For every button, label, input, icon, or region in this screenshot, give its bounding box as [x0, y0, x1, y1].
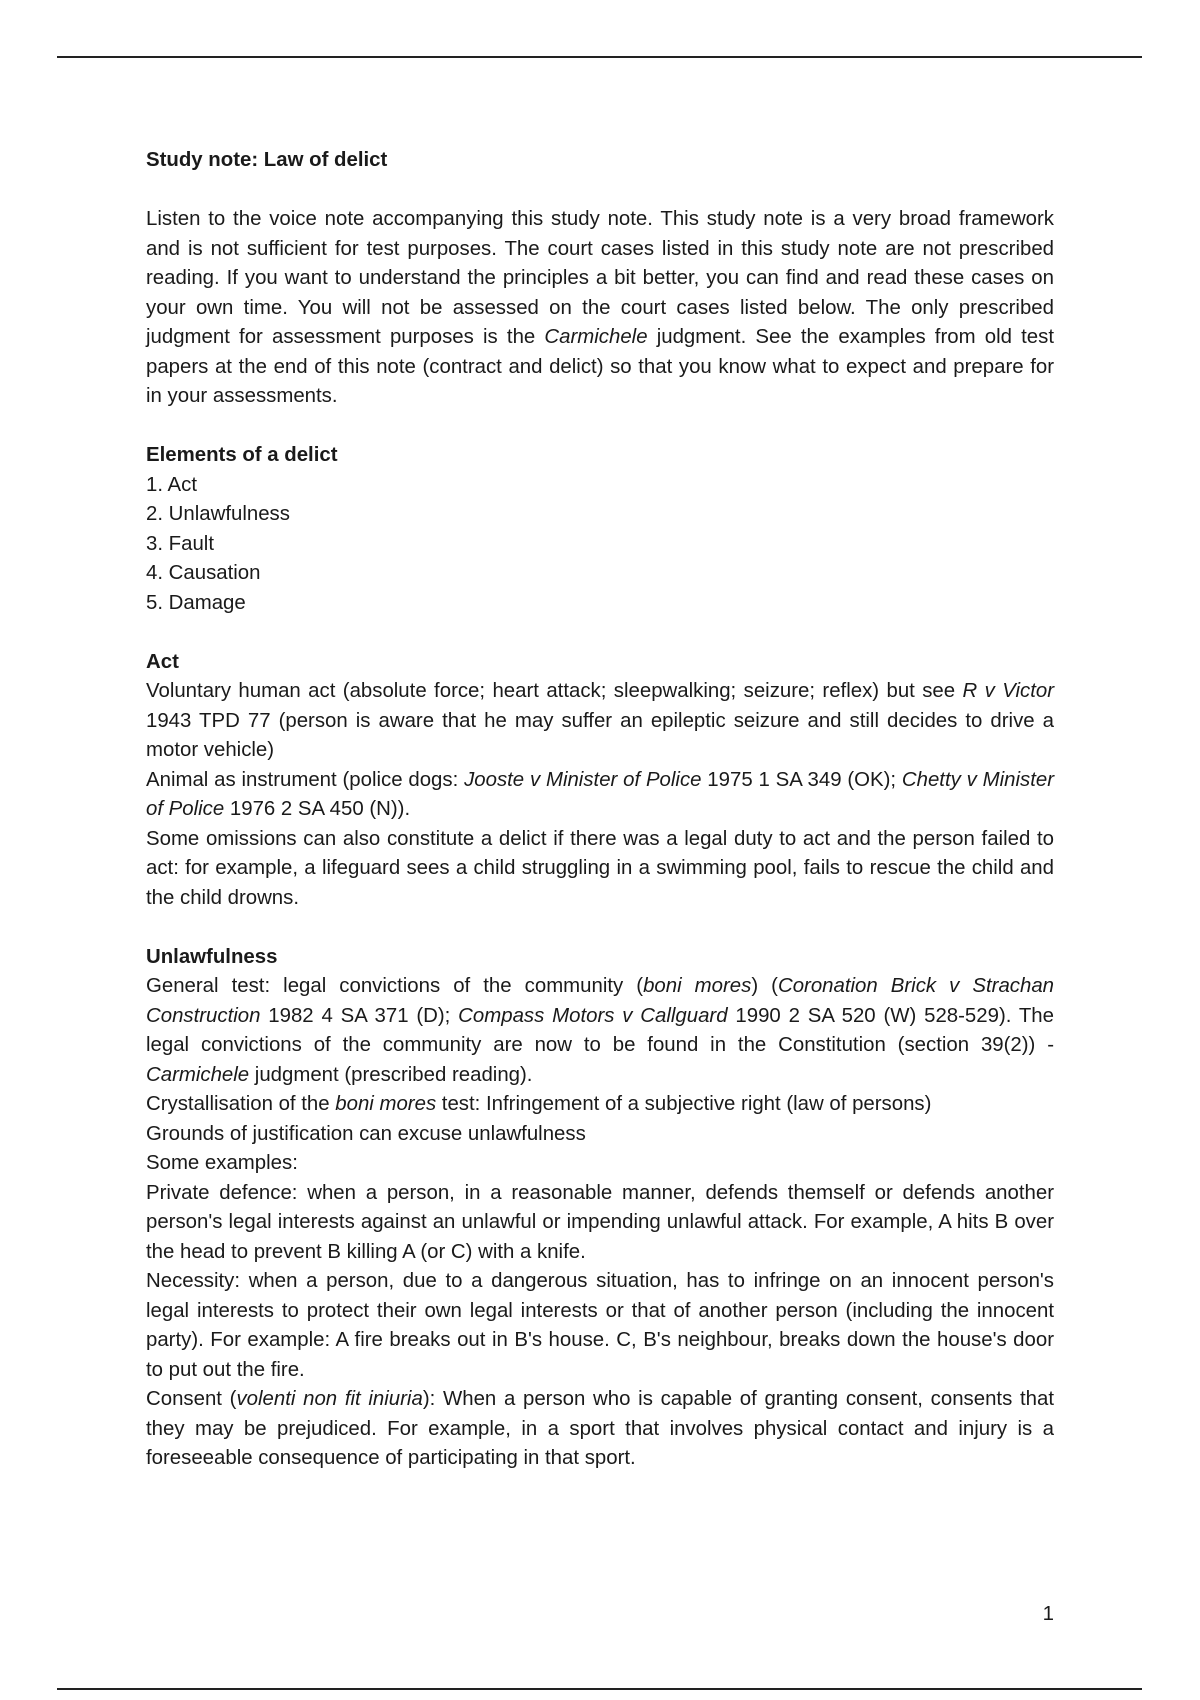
case-name: R v Victor — [962, 680, 1054, 702]
case-name: Coronation Brick v Strachan Construction — [146, 975, 1055, 1027]
text: ) ( — [751, 975, 778, 997]
unlawfulness-paragraph: Necessity: when a person, due to a dangerous situation, has to infringe on an innocent person's legal interests to protect their own legal interests or that of another person (including the innocent party). For example: A fire breaks out in B's house. C, B's neighbour, breaks down the house's door to put out the fire. — [146, 1270, 1054, 1381]
unlawfulness-paragraph: Grounds of justification can excuse unlawfulness — [146, 1122, 586, 1145]
text: ): When a person who is capable of granting consent, consents that they may be prejudiced. For example, in a sport that involves physical contact and injury is a foreseeable consequence of participating in that sport. — [146, 1388, 1054, 1469]
unlawfulness-paragraph — [146, 972, 1054, 1090]
list-item: 1. Act — [146, 473, 198, 496]
unlawfulness-paragraph: Private defence: when a person, in a reasonable manner, defends themself or defends another person's legal interests against an unlawful or impending unlawful attack. For example, A hits B over the head to prevent B killing A (or C) with a knife. — [146, 1181, 1054, 1263]
list-item: 3. Fault — [146, 532, 215, 555]
intro-paragraph — [146, 205, 1054, 412]
act-paragraph — [146, 766, 1054, 825]
document-body — [146, 146, 1054, 1474]
unlawfulness-paragraph — [146, 1090, 1054, 1120]
case-name: Chetty v Minister of Police — [146, 768, 1054, 820]
text: 1990 2 SA 520 (W) 528-529). The legal convictions of the community are now to be found in the Constitution (section 39(2)) - — [146, 1004, 1054, 1056]
header-rule — [57, 56, 1142, 58]
elements-list — [146, 471, 1054, 619]
document-title: Study note: Law of delict — [146, 149, 388, 171]
text: Animal as instrument (police dogs: — [146, 768, 465, 791]
text: Voluntary human act (absolute force; heart attack; sleepwalking; seizure; reflex) but see — [146, 680, 963, 702]
text: judgment (prescribed reading). — [249, 1063, 533, 1086]
intro-text: Listen to the voice note accompanying this study note. This study note is a very broad framework and is not sufficient for test purposes. The court cases listed in this study note are not prescribed reading. If you want to understand the principles a bit better, you can find and read these cases on your own time. You will not be assessed on the court cases listed below. The only prescribed judgment for assessment purposes is the — [146, 208, 1054, 348]
intro-text: judgment. See the examples from old test papers at the end of this note (contract and delict) so that you know what to expect and prepare for in your assessments. — [146, 326, 1054, 407]
act-paragraph — [146, 677, 1054, 766]
text: Crystallisation of the — [146, 1093, 336, 1115]
section-heading-act: Act — [146, 650, 179, 673]
section-heading-elements: Elements of a delict — [146, 444, 338, 466]
case-name: Carmichele — [544, 326, 648, 348]
text: 1975 1 SA 349 (OK); — [701, 768, 902, 791]
text: 1982 4 SA 371 (D); — [260, 1004, 459, 1027]
footer-rule — [57, 1688, 1142, 1690]
text: test: Infringement of a subjective right (law of persons) — [436, 1093, 932, 1115]
list-item: 4. Causation — [146, 562, 261, 584]
section-heading-unlawfulness: Unlawfulness — [146, 945, 278, 968]
case-name: Jooste v Minister of Police — [464, 768, 702, 791]
page-number: 1 — [1042, 1603, 1054, 1625]
case-name: Carmichele — [146, 1063, 250, 1086]
list-item: 2. Unlawfulness — [146, 503, 290, 525]
unlawfulness-paragraph: Some examples: — [146, 1152, 298, 1174]
act-paragraph: Some omissions can also constitute a delict if there was a legal duty to act and the person failed to act: for example, a lifeguard sees a child struggling in a swimming pool, fails to rescue the child and the child drowns. — [146, 827, 1054, 909]
text: General test: legal convictions of the community ( — [146, 975, 644, 997]
latin-term: volenti non fit iniuria — [236, 1388, 423, 1410]
latin-term: boni mores — [335, 1093, 437, 1115]
case-name: Compass Motors v Callguard — [458, 1004, 728, 1027]
latin-term: boni mores — [643, 975, 752, 997]
text: 1976 2 SA 450 (N)). — [224, 798, 411, 820]
unlawfulness-paragraph — [146, 1385, 1054, 1474]
text: 1943 TPD 77 (person is aware that he may suffer an epileptic seizure and still decides to drive a motor vehicle) — [146, 709, 1054, 761]
text: Consent ( — [146, 1388, 237, 1410]
list-item: 5. Damage — [146, 591, 246, 614]
